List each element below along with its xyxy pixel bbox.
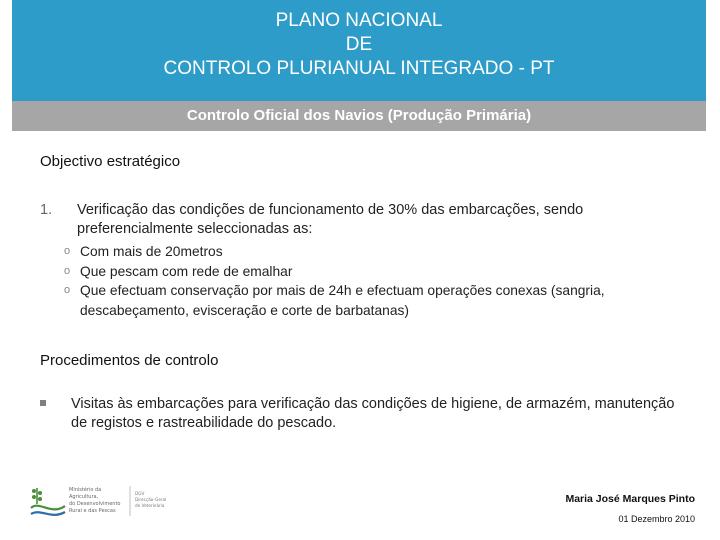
list-item: [64, 262, 694, 282]
circle-bullet-icon: o: [64, 245, 71, 257]
list-item: [64, 281, 694, 320]
svg-text:Ministério da: Ministério da: [69, 487, 102, 493]
objective-heading: Objectivo estratégico: [40, 153, 181, 170]
author-name: Maria José Marques Pinto: [565, 493, 695, 505]
svg-text:Rural e das Pescas: Rural e das Pescas: [69, 508, 116, 514]
ministry-logo: [27, 482, 187, 522]
sub-item-text: Que pescam com rede de emalhar: [80, 263, 293, 279]
objective-sub-list: [64, 242, 694, 320]
square-bullet-icon: [40, 400, 46, 406]
circle-bullet-icon: o: [64, 284, 71, 296]
procedures-item: [40, 395, 680, 433]
svg-text:Agricultura,: Agricultura,: [69, 494, 99, 500]
list-item: [64, 242, 694, 262]
procedures-item-text: Visitas às embarcações para verificação das condições de higiene, de armazém, manutenção de registos e rastreabilidade do pescado.: [71, 396, 675, 431]
objective-item-text: Verificação das condições de funcionamento de 30% das embarcações, sendo preferencialmente seleccionadas as:: [77, 202, 584, 237]
circle-bullet-icon: o: [64, 264, 71, 277]
svg-text:de Veterinária: de Veterinária: [135, 503, 165, 508]
slide-subtitle: Controlo Oficial dos Navios (Produção Primária): [12, 101, 706, 131]
objective-item: [40, 201, 680, 239]
svg-text:do Desenvolvimento: do Desenvolvimento: [69, 501, 121, 507]
objective-item-number: 1.: [40, 202, 53, 218]
slide-header: [12, 0, 706, 101]
svg-text:DGV: DGV: [135, 491, 145, 496]
sub-item-text: Que efectuam conservação por mais de 24h e efectuam operações conexas (sangria, descabeçamento, evisceração e corte de barbatanas): [80, 283, 605, 318]
procedures-heading: Procedimentos de controlo: [40, 352, 219, 369]
sub-item-text: Com mais de 20metros: [80, 244, 223, 259]
presentation-date: 01 Dezembro 2010: [618, 514, 695, 524]
svg-text:Direcção-Geral: Direcção-Geral: [135, 497, 167, 502]
title-line-1: PLANO NACIONAL: [275, 10, 443, 31]
ministry-emblem-icon: [31, 488, 65, 515]
title-line-3: CONTROLO PLURIANUAL INTEGRADO - PT: [163, 58, 555, 79]
title-line-2: DE: [345, 34, 373, 55]
